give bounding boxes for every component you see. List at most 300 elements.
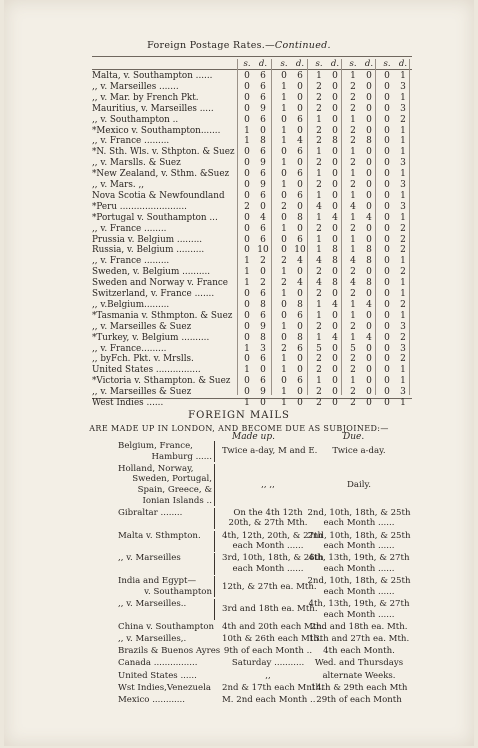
mail-destination: Brazils & Buenos Ayres <box>118 646 221 657</box>
rate-cell: 4 <box>297 278 303 289</box>
rate-cell: 1 <box>400 310 406 321</box>
rate-cell: 0 <box>384 343 390 354</box>
mail-due: 2nd, 10th, 18th, & 25th <box>307 576 411 587</box>
rate-cell: 0 <box>281 310 287 321</box>
rate-cell: 2 <box>281 343 287 354</box>
rate-cell: 0 <box>366 343 372 354</box>
rate-cell: 0 <box>384 81 390 92</box>
mail-destination: v. Southampton <box>144 586 212 597</box>
rate-cell: 1 <box>316 376 322 387</box>
rate-cell: 3 <box>400 387 406 398</box>
rate-row-label: Prussia v. Belgium ......... <box>92 234 203 245</box>
rate-cell: 0 <box>297 387 303 398</box>
rate-row-label: *Tasmania v. Sthmpton. & Suez <box>92 310 233 321</box>
rate-row-label: *Victoria v. Sthampton. & Suez <box>92 376 231 387</box>
rate-cell: 6 <box>297 169 303 180</box>
rate-cell: 0 <box>366 398 372 408</box>
rate-cell: 0 <box>384 201 390 212</box>
rate-cell: 2 <box>350 289 356 299</box>
rate-cell: 1 <box>350 114 356 125</box>
rate-cell: 3 <box>400 201 406 212</box>
rate-cell: 0 <box>366 180 372 190</box>
rate-cell: 0 <box>366 289 372 299</box>
rate-cell: 1 <box>316 234 322 245</box>
rate-row-label: *Mexico v. Southampton....... <box>92 125 221 136</box>
mail-destination: Sweden, Portugal, <box>132 474 212 485</box>
rate-cell: 1 <box>400 212 406 223</box>
rate-cell: 1 <box>244 398 250 408</box>
rate-cell: 0 <box>260 125 266 136</box>
rate-cell: 0 <box>244 158 250 169</box>
table-top-rule <box>92 56 412 57</box>
rate-cell: 0 <box>281 147 287 158</box>
rate-cell: 2 <box>350 180 356 190</box>
rate-cell: 8 <box>260 299 266 310</box>
rate-cell: 2 <box>281 278 287 289</box>
rate-cell: 4 <box>332 299 338 310</box>
rate-cell: 0 <box>244 190 250 201</box>
rate-cell: 0 <box>384 299 390 310</box>
rate-cell: 8 <box>332 278 338 289</box>
mail-destination: Holland, Norway, <box>118 463 194 474</box>
rate-cell: 1 <box>316 169 322 180</box>
rate-cell: 2 <box>281 201 287 212</box>
column-separator <box>307 59 308 395</box>
rate-cell: 3 <box>400 103 406 114</box>
rate-cell: 1 <box>400 376 406 387</box>
rate-cell: 0 <box>244 332 250 343</box>
mail-destination: Canada ................ <box>118 658 198 669</box>
rate-cell: 6 <box>297 234 303 245</box>
mail-made-up: 4th, 12th, 20th, & 27th <box>222 530 323 541</box>
rate-cell: 2 <box>400 223 406 234</box>
rate-cell: 0 <box>384 125 390 136</box>
rate-cell: 0 <box>384 267 390 278</box>
rate-cell: 2 <box>350 158 356 169</box>
rate-cell: 0 <box>384 365 390 376</box>
rate-cell: 0 <box>260 365 266 376</box>
mail-due: 2nd, 10th, 18th, & 25th <box>307 530 411 541</box>
mail-due: Daily. <box>347 479 371 490</box>
mail-destination: Wst Indies,Venezuela <box>118 682 211 693</box>
rate-cell: 1 <box>400 398 406 408</box>
rate-cell: 1 <box>281 158 287 169</box>
rate-row-label: ,, v. France......... <box>92 343 167 354</box>
rate-cell: 2 <box>350 321 356 332</box>
rate-cell: 0 <box>366 103 372 114</box>
mail-due: 2nd, 10th, 18th, & 25th <box>307 507 411 518</box>
rate-cell: 2 <box>244 201 250 212</box>
mail-due: each Month ...... <box>323 609 395 620</box>
rate-cell: 1 <box>316 332 322 343</box>
rate-cell: 0 <box>366 201 372 212</box>
rate-cell: 0 <box>332 147 338 158</box>
column-header: s. <box>280 59 288 69</box>
rate-cell: 9 <box>260 180 266 190</box>
rate-cell: 1 <box>400 190 406 201</box>
rate-cell: 6 <box>297 310 303 321</box>
column-header: s. <box>315 59 323 69</box>
rate-cell: 1 <box>350 245 356 256</box>
mail-made-up: Twice a-day, M and E. <box>222 446 318 457</box>
brace-mark <box>214 599 218 620</box>
rate-cell: 0 <box>260 398 266 408</box>
rate-cell: 0 <box>244 147 250 158</box>
rate-cell: 2 <box>400 354 406 365</box>
mail-destination: ,, v. Marseilles,. <box>118 634 187 644</box>
mail-made-up: 12th, & 27th ea. Mth. <box>222 581 317 592</box>
rate-cell: 0 <box>366 354 372 365</box>
rate-cell: 3 <box>400 321 406 332</box>
rate-cell: 0 <box>244 387 250 398</box>
column-separator <box>375 59 376 395</box>
rate-cell: 0 <box>366 169 372 180</box>
rate-row-label: ,, v. France ........ <box>92 223 167 234</box>
brace-mark <box>214 508 218 529</box>
column-header: d. <box>398 59 408 69</box>
rate-cell: 8 <box>332 256 338 267</box>
rate-cell: 0 <box>332 125 338 136</box>
rate-cell: 9 <box>260 158 266 169</box>
rate-row-label: ,, v. Mar. by French Pkt. <box>92 92 199 103</box>
rate-cell: 2 <box>350 365 356 376</box>
mail-due: each Month ...... <box>323 518 395 529</box>
rate-cell: 2 <box>316 180 322 190</box>
rate-cell: 0 <box>366 223 372 234</box>
rate-cell: 4 <box>316 278 322 289</box>
rate-cell: 4 <box>332 332 338 343</box>
mail-destination: Gibraltar ........ <box>118 507 183 518</box>
rate-cell: 0 <box>297 354 303 365</box>
mail-due: alternate Weeks. <box>322 670 396 681</box>
rate-row-label: Mauritius, v. Marseilles ..... <box>92 103 214 114</box>
rate-cell: 4 <box>366 299 372 310</box>
made-up-heading: Made up. <box>232 432 275 442</box>
rate-cell: 1 <box>281 223 287 234</box>
rate-cell: 1 <box>400 289 406 299</box>
rate-cell: 0 <box>332 289 338 299</box>
mail-made-up: 9th of each Month .. <box>223 646 313 657</box>
rate-cell: 9 <box>260 321 266 332</box>
rate-cell: 0 <box>332 71 338 81</box>
rate-cell: 0 <box>384 387 390 398</box>
rate-cell: 0 <box>281 212 287 223</box>
mail-made-up: 20th, & 27th Mth. <box>228 518 308 529</box>
rate-cell: 2 <box>260 278 266 289</box>
rate-cell: 1 <box>316 245 322 256</box>
rate-cell: 0 <box>384 114 390 125</box>
page-header <box>0 40 478 51</box>
rate-cell: 1 <box>281 103 287 114</box>
mail-destination: Belgium, France, <box>118 441 193 451</box>
mail-made-up: each Month ...... <box>232 564 304 574</box>
rate-cell: 4 <box>297 136 303 147</box>
mail-due: 2nd and 18th ea. Mth. <box>310 621 408 632</box>
rate-row-label: ,, byFch. Pkt. v. Mrslls. <box>92 354 194 365</box>
rate-cell: 0 <box>332 201 338 212</box>
due-heading: Due. <box>343 432 365 442</box>
rate-cell: 0 <box>332 310 338 321</box>
rate-cell: 0 <box>244 71 250 81</box>
mail-made-up: 10th & 26th each Mth. <box>222 634 322 644</box>
rate-cell: 2 <box>316 398 322 408</box>
rate-cell: 6 <box>297 71 303 81</box>
rate-cell: 2 <box>316 125 322 136</box>
rate-cell: 0 <box>366 387 372 398</box>
rate-cell: 0 <box>366 158 372 169</box>
brace-mark <box>214 531 218 552</box>
mail-destination: China v. Southampton <box>118 621 215 632</box>
mail-destination: ,, v. Marseilles.. <box>118 599 187 609</box>
mail-due: 14th & 29th each Mth <box>310 682 408 693</box>
rate-cell: 8 <box>260 136 266 147</box>
column-header: s. <box>383 59 391 69</box>
rate-cell: 1 <box>400 147 406 158</box>
rate-cell: 0 <box>281 332 287 343</box>
rate-cell: 6 <box>297 114 303 125</box>
rate-cell: 1 <box>350 332 356 343</box>
rate-cell: 2 <box>316 158 322 169</box>
mail-due: 4th, 13th, 19th, & 27th <box>308 599 410 609</box>
mail-due: 4th, 13th, 19th, & 27th <box>308 553 410 564</box>
rate-cell: 9 <box>260 387 266 398</box>
mail-due: 4th each Month. <box>323 646 395 657</box>
rate-cell: 0 <box>332 190 338 201</box>
rate-cell: 0 <box>260 201 266 212</box>
rate-cell: 0 <box>244 114 250 125</box>
table-header-rule <box>92 69 412 70</box>
mail-made-up: 4th and 20th each Mth. <box>222 621 325 632</box>
rate-cell: 3 <box>400 158 406 169</box>
rate-cell: 0 <box>332 169 338 180</box>
rate-cell: 2 <box>350 387 356 398</box>
rate-cell: 1 <box>281 267 287 278</box>
rate-cell: 1 <box>400 136 406 147</box>
rate-cell: 0 <box>332 158 338 169</box>
rate-cell: 4 <box>316 201 322 212</box>
rate-cell: 0 <box>384 190 390 201</box>
rate-cell: 8 <box>297 299 303 310</box>
rate-row-label: United States ................ <box>92 365 201 376</box>
rate-cell: 0 <box>244 81 250 92</box>
rate-cell: 1 <box>244 136 250 147</box>
rate-cell: 6 <box>260 289 266 299</box>
rate-cell: 0 <box>332 234 338 245</box>
rate-cell: 1 <box>316 310 322 321</box>
rate-cell: 6 <box>297 343 303 354</box>
rate-cell: 0 <box>384 169 390 180</box>
rate-row-label: ,, v. Mars. ,, <box>92 180 145 190</box>
rate-row-label: ,, v. France ......... <box>92 256 170 267</box>
rate-row-label: Russia, v. Belgium .......... <box>92 245 205 256</box>
rate-cell: 8 <box>366 245 372 256</box>
rate-cell: 1 <box>316 147 322 158</box>
rate-cell: 0 <box>281 299 287 310</box>
mail-destination: India and Egypt— <box>118 576 197 587</box>
rate-row-label: Nova Scotia & Newfoundland <box>92 190 225 201</box>
rate-cell: 2 <box>400 299 406 310</box>
rate-cell: 0 <box>244 310 250 321</box>
rate-cell: 3 <box>260 343 266 354</box>
rate-cell: 1 <box>244 365 250 376</box>
mail-made-up: each Month ...... <box>232 541 304 552</box>
rate-cell: 2 <box>316 387 322 398</box>
rate-cell: 6 <box>260 190 266 201</box>
rate-cell: 1 <box>244 125 250 136</box>
column-header: s. <box>243 59 251 69</box>
rate-cell: 1 <box>244 278 250 289</box>
rate-cell: 9 <box>260 103 266 114</box>
rate-cell: 2 <box>350 125 356 136</box>
rate-row-label: Sweden and Norway v. France <box>92 278 229 289</box>
rate-cell: 2 <box>316 289 322 299</box>
mail-due: each Month ...... <box>323 541 395 552</box>
rate-cell: 2 <box>350 92 356 103</box>
rate-cell: 1 <box>244 267 250 278</box>
rate-cell: 0 <box>384 147 390 158</box>
mail-destination: ,, v. Marseilles <box>118 553 181 564</box>
mail-due: each Month ...... <box>323 586 395 597</box>
rate-row-label: West Indies ...... <box>92 398 164 408</box>
rate-cell: 0 <box>332 387 338 398</box>
rate-cell: 0 <box>281 71 287 81</box>
rate-cell: 0 <box>332 365 338 376</box>
rate-cell: 2 <box>400 234 406 245</box>
rate-cell: 1 <box>350 190 356 201</box>
rate-cell: 0 <box>366 71 372 81</box>
rate-cell: 0 <box>366 81 372 92</box>
rate-row-label: ,, v. Marseilles & Suez <box>92 321 192 332</box>
rate-cell: 0 <box>332 343 338 354</box>
rate-cell: 0 <box>244 103 250 114</box>
rate-cell: 4 <box>350 256 356 267</box>
rate-cell: 3 <box>400 81 406 92</box>
rate-cell: 6 <box>260 81 266 92</box>
column-header: d. <box>258 59 268 69</box>
rate-cell: 2 <box>400 332 406 343</box>
rate-cell: 2 <box>350 354 356 365</box>
mail-due: 29th of each Month <box>316 695 402 705</box>
rate-cell: 1 <box>400 125 406 136</box>
rate-cell: 3 <box>400 343 406 354</box>
rate-cell: 0 <box>366 92 372 103</box>
mail-destination: Mexico ............ <box>118 695 185 705</box>
rate-cell: 2 <box>316 92 322 103</box>
rate-cell: 2 <box>350 136 356 147</box>
rate-cell: 6 <box>260 223 266 234</box>
rate-cell: 0 <box>366 190 372 201</box>
rate-cell: 1 <box>400 71 406 81</box>
rate-cell: 6 <box>260 147 266 158</box>
mail-made-up: ,, ,, <box>261 479 275 490</box>
mail-destination: Ionian Islands .. <box>142 495 212 506</box>
rate-cell: 1 <box>350 71 356 81</box>
rate-cell: 1 <box>281 136 287 147</box>
rate-cell: 2 <box>400 245 406 256</box>
rate-row-label: *New Zealand, v. Sthm. &Suez <box>92 169 230 180</box>
rate-cell: 2 <box>400 267 406 278</box>
rate-cell: 0 <box>332 223 338 234</box>
rate-cell: 1 <box>350 147 356 158</box>
mail-made-up: 3rd, 10th, 18th, & 26th <box>222 553 324 564</box>
rate-cell: 1 <box>281 354 287 365</box>
rate-cell: 0 <box>366 125 372 136</box>
rate-cell: 1 <box>400 169 406 180</box>
rate-cell: 2 <box>316 136 322 147</box>
rate-cell: 0 <box>384 278 390 289</box>
rate-cell: 1 <box>281 289 287 299</box>
rate-row-label: Switzerland, v. France ....... <box>92 289 215 299</box>
rate-cell: 2 <box>350 398 356 408</box>
rate-cell: 1 <box>350 310 356 321</box>
rate-cell: 1 <box>316 299 322 310</box>
rate-cell: 2 <box>316 223 322 234</box>
rate-cell: 2 <box>350 267 356 278</box>
rate-cell: 0 <box>332 267 338 278</box>
rate-cell: 1 <box>244 343 250 354</box>
rate-cell: 10 <box>257 245 269 256</box>
rate-cell: 0 <box>297 103 303 114</box>
rate-cell: 0 <box>297 321 303 332</box>
rate-row-label: ,, v. France ......... <box>92 136 170 147</box>
rate-cell: 0 <box>384 289 390 299</box>
rate-cell: 8 <box>332 245 338 256</box>
rate-cell: 0 <box>297 201 303 212</box>
rate-cell: 6 <box>297 147 303 158</box>
mail-made-up: Saturday ........... <box>231 658 305 669</box>
rate-cell: 0 <box>244 223 250 234</box>
rate-cell: 1 <box>316 190 322 201</box>
rate-cell: 0 <box>384 223 390 234</box>
rate-cell: 2 <box>350 81 356 92</box>
rate-row-label: ,, v. Southampton .. <box>92 114 179 125</box>
mail-due: Wed. and Thursdays <box>314 658 404 669</box>
rate-cell: 2 <box>316 321 322 332</box>
rate-cell: 4 <box>316 256 322 267</box>
rate-cell: 0 <box>297 398 303 408</box>
rate-cell: 4 <box>332 212 338 223</box>
rate-cell: 0 <box>260 267 266 278</box>
rate-cell: 1 <box>350 234 356 245</box>
column-header: s. <box>349 59 357 69</box>
rate-cell: 0 <box>297 289 303 299</box>
rate-cell: 0 <box>332 354 338 365</box>
brace-mark <box>214 441 218 462</box>
rate-cell: 0 <box>384 376 390 387</box>
rate-cell: 1 <box>281 92 287 103</box>
rate-row-label: *Portugal v. Southampton ... <box>92 212 218 223</box>
rate-cell: 6 <box>260 354 266 365</box>
rate-cell: 1 <box>281 365 287 376</box>
rate-cell: 0 <box>297 365 303 376</box>
rate-cell: 6 <box>260 376 266 387</box>
rate-cell: 1 <box>281 125 287 136</box>
rate-cell: 0 <box>281 169 287 180</box>
rate-cell: 0 <box>332 103 338 114</box>
rate-cell: 0 <box>366 376 372 387</box>
header-title: Foreign Postage Rates. <box>147 40 266 51</box>
column-separator <box>409 59 410 395</box>
rate-cell: 6 <box>260 114 266 125</box>
rate-cell: 0 <box>244 212 250 223</box>
mail-made-up: M. 2nd each Month .. <box>222 695 316 705</box>
rate-cell: 2 <box>350 223 356 234</box>
mail-made-up: 2nd & 17th each Mnth. <box>222 682 324 693</box>
mail-made-up: 3rd and 18th ea. Mth. <box>222 604 318 615</box>
rate-cell: 1 <box>316 212 322 223</box>
rate-cell: 0 <box>366 147 372 158</box>
brace-mark <box>214 576 218 597</box>
